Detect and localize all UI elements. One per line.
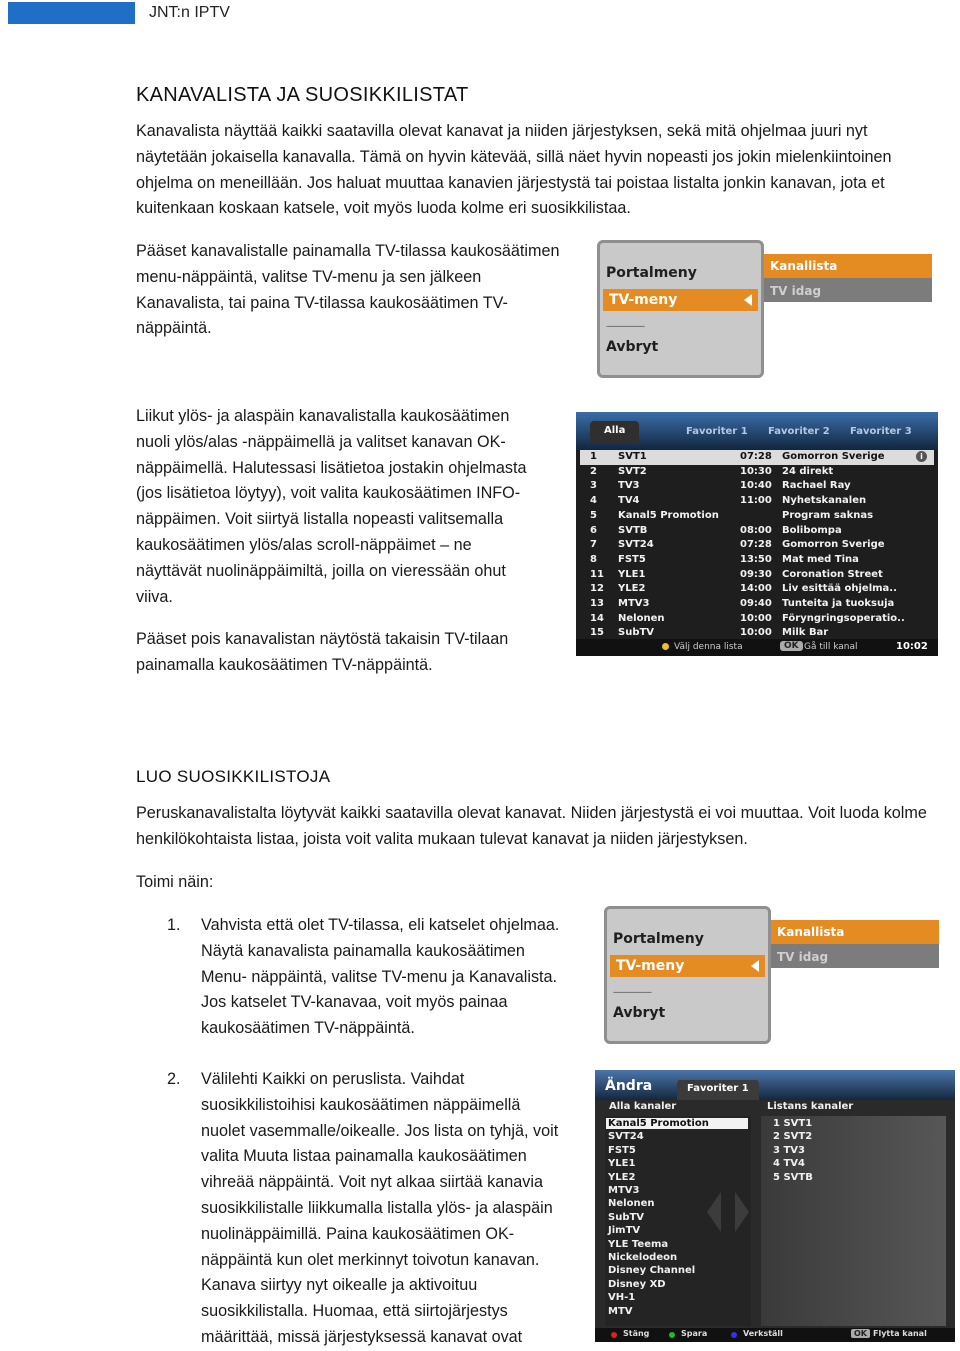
channel-ch: SVT2 [618,465,647,477]
channel-row[interactable] [580,450,934,465]
all-channel-item[interactable]: SubTV [608,1211,645,1223]
channel-ch: TV3 [618,480,640,492]
channel-prog: Nyhetskanalen [782,495,867,507]
footer-select-list: Välj denna lista [674,642,743,652]
blue-button-icon [731,1332,737,1338]
channel-n: 15 [590,627,604,639]
channel-t: 07:28 [740,539,772,551]
channel-ch: SubTV [618,627,655,639]
channel-n: 14 [590,612,604,624]
footer-spara: Spara [681,1329,708,1338]
text-line: kaukosäätimen TV-näppäintä. [201,1019,415,1038]
tv-submenu-2 [771,920,939,968]
channel-ch: SVT24 [618,539,654,551]
footer-verkstall: Verkställ [743,1329,783,1338]
text-line: näppäintä kun olet merkinnyt toivotun kanavan. [201,1250,540,1269]
text-line: menu-näppäintä, valitse TV-menu ja sen jälkeen [136,267,482,286]
channel-ch: SVTB [618,524,648,536]
text-line: painamalla kaukosäätimen TV-näppäintä. [136,655,433,674]
text-line: Vahvista että olet TV-tilassa, eli katselet ohjelmaa. [201,916,560,934]
channel-prog: Gomorron Sverige [782,539,885,551]
yellow-button-icon [662,643,669,650]
text-line: Pääset kanavalistalle painamalla TV-tilassa kaukosäätimen [136,242,560,260]
section2-intro [136,801,958,853]
text-line: (jos lisätietoa löytyy), voit valita kaukosäätimen INFO- [136,484,521,503]
channel-ch: FST5 [618,553,646,565]
step-number: 1. [167,916,181,934]
text-line: valita Muuta listaa painamalla kaukosäätimen [201,1147,527,1166]
channel-n: 5 [590,509,597,521]
list-channel-item[interactable]: 2 SVT2 [773,1131,813,1143]
list-channel-item[interactable]: 4 TV4 [773,1158,805,1170]
channel-t: 09:30 [740,568,772,580]
edit-title: Ändra [605,1078,653,1094]
channel-row[interactable] [580,509,934,524]
channel-prog: Program saknas [782,509,874,521]
toimi-nain-label: Toimi näin: [136,873,214,891]
tab-favoriter-3[interactable]: Favoriter 3 [850,426,912,437]
text-line: määrittää, missä järjestyksessä kanavat ovat [201,1327,523,1346]
channel-row[interactable] [580,538,934,553]
text-line: Näytä kanavalista painamalla kaukosäätimen [201,941,525,960]
submenu-item-tv-idag[interactable]: TV idag [777,950,829,964]
text-line: suosikkilistalla. Huomaa, että siirtojärjestys [201,1302,508,1321]
channel-t: 10:00 [740,627,772,639]
channel-ch: TV4 [618,495,640,507]
menu-separator: ------------------- [613,987,651,997]
tv-submenu [764,254,932,302]
channel-n: 12 [590,583,604,595]
channel-prog: Coronation Street [782,568,883,580]
channel-list-footer [576,639,938,656]
text-line: Kanavalista, tai paina TV-tilassa kaukosäätimen TV- [136,293,508,312]
all-channel-item[interactable]: YLE1 [608,1158,636,1170]
channel-t: 07:28 [740,451,772,462]
channel-n: 6 [590,524,597,536]
list-channel-item[interactable]: 1 SVT1 [773,1118,813,1129]
channel-row[interactable] [580,568,934,583]
menu-item-portalmeny[interactable]: Portalmeny [613,931,704,947]
list-channel-item[interactable]: 5 SVTB [773,1171,813,1183]
text-line: viiva. [136,587,173,606]
tab-favoriter-2[interactable]: Favoriter 2 [768,426,830,437]
all-channel-item[interactable]: MTV3 [608,1185,640,1196]
channel-prog: Liv esittää ohjelma.. [782,583,897,595]
channel-prog: Milk Bar [782,627,829,639]
channel-ch: SVT1 [618,451,647,462]
text-line: Liikut ylös- ja alaspäin kanavalistalla kaukosäätimen [136,407,510,425]
submenu-item-kanallista-selected[interactable] [771,920,939,944]
channel-ch: Nelonen [618,612,665,624]
text-line: Kanavalista näyttää kaikki saatavilla olevat kanavat ja niiden järjestyksen, sekä mitä ohjelmaa juuri nyt [136,122,868,140]
text-line: Peruskanavalistalta löytyvät kaikki saatavilla olevat kanavat. Niiden järjestystä ei voi muuttaa. Voit luoda kolme [136,804,927,822]
menu-item-tv-meny-selected[interactable] [610,955,765,977]
text-line: suosikkilistalle liikkumalla listalla ylös- ja alaspäin [201,1198,553,1217]
section1-intro [136,119,956,222]
tab-favoriter-1[interactable]: Favoriter 1 [677,1080,759,1100]
channel-ch: Kanal5 Promotion [618,509,719,521]
text-line: Jos katselet TV-kanavaa, voit myös painaa [201,993,508,1012]
move-right-icon [735,1192,749,1232]
channel-prog: Mat med Tina [782,553,859,565]
all-channel-item[interactable]: Nickelodeon [608,1252,678,1263]
step-2-text [201,1067,591,1351]
submenu-item-label: Kanallista [777,925,845,939]
channel-row[interactable] [580,494,934,509]
text-line: Menu- näppäintä, valitse TV-menu ja Kanavalista. [201,967,558,986]
edit-header [595,1070,955,1100]
section1-paragraph-menu [136,239,586,342]
all-channel-item[interactable]: VH-1 [608,1292,636,1304]
channel-n: 4 [590,495,597,507]
edit-favorites-screenshot [595,1070,955,1342]
text-line: Kanava siirtyy nyt oikealle ja aktivoituu [201,1276,478,1295]
footer-flytta-kanal: Flytta kanal [873,1329,927,1338]
tv-menu-screenshot [597,240,764,378]
channel-n: 11 [590,568,604,580]
all-channel-item[interactable]: MTV [608,1305,633,1317]
submenu-item-label: Kanallista [770,259,838,273]
channel-t: 11:00 [740,495,772,507]
tab-alla[interactable]: Alla [590,421,639,444]
channel-row[interactable] [580,612,934,627]
ok-key-icon: OK [780,641,803,651]
text-line: ohjelma on meneillään. Jos haluat muuttaa kanavien järjestystä tai poistaa listalta jonkin kanavan, jota et [136,173,885,192]
section1-paragraph-navigation [136,404,566,610]
channel-prog: Föryngringsoperatio.. [782,612,905,624]
text-line: Pääset pois kanavalistan näytöstä takaisin TV-tilaan [136,630,509,648]
submenu-item-kanallista-selected[interactable] [764,254,932,278]
document-header-title: JNT:n IPTV [149,4,230,21]
text-line: kuitenkaan koskaan katsele, voit myös luoda kolme eri suosikkilistaa. [136,199,631,218]
text-line: näppäimellä. Halutessasi lisätietoa jostakin ohjelmasta [136,458,527,477]
channel-prog: Tunteita ja tuoksuja [782,598,895,609]
channel-t: 10:00 [740,612,772,624]
channel-t: 13:50 [740,553,772,565]
section-title-luo-suosikkilistoja: LUO SUOSIKKILISTOJA [136,767,331,786]
all-channel-item[interactable]: FST5 [608,1144,636,1156]
all-channel-item[interactable]: Disney Channel [608,1265,696,1277]
header-accent-bar [8,2,135,24]
menu-item-label: TV-meny [609,292,678,308]
channel-t: 10:30 [740,465,772,477]
menu-item-label: TV-meny [616,958,685,974]
menu-item-avbryt[interactable]: Avbryt [613,1005,666,1021]
channel-n: 3 [590,480,597,492]
footer-goto-channel: Gå till kanal [804,642,858,652]
all-channel-item[interactable]: Kanal5 Promotion [606,1118,748,1129]
text-line: Välilehti Kaikki on peruslista. Vaihdat [201,1070,465,1088]
all-channel-item[interactable]: Nelonen [608,1198,655,1210]
clock: 10:02 [896,641,928,652]
list-channels-header: Listans kanaler [767,1101,854,1112]
channel-ch: YLE2 [618,583,646,595]
all-channel-item[interactable]: YLE2 [608,1171,636,1183]
channel-ch: MTV3 [618,598,650,609]
channel-row[interactable] [580,582,934,597]
submenu-item-tv-idag[interactable]: TV idag [770,284,822,298]
move-left-icon [707,1192,721,1232]
step-1-text [201,913,591,1042]
channel-prog: Bolibompa [782,524,842,536]
menu-item-portalmeny[interactable]: Portalmeny [606,265,697,281]
channel-row[interactable] [580,597,934,612]
edit-footer [595,1328,955,1342]
text-line: näppäintä. [136,319,212,338]
ok-key-icon: OK [851,1329,870,1338]
triangle-left-icon [751,960,759,972]
channel-row[interactable] [580,465,934,480]
channel-ch: YLE1 [618,568,646,580]
text-line: nuoli ylös/alas -näppäimellä ja valitset kanavan OK- [136,432,506,451]
section-title-kanavalista: KANAVALISTA JA SUOSIKKILISTAT [136,84,469,106]
info-icon: i [916,451,927,462]
text-line: vihreää näppäintä. Voit nyt alkaa siirtää kanavia [201,1173,543,1192]
channel-t: 08:00 [740,524,772,536]
menu-item-tv-meny-selected[interactable] [603,289,758,311]
channel-n: 1 [590,451,597,462]
section1-paragraph-exit [136,627,566,679]
tab-favoriter-1[interactable]: Favoriter 1 [686,426,748,437]
text-line: näyttävät nuolinäppäimiltä, joilla on vieressään ohut [136,561,506,580]
text-line: nuolinäppäimillä. Paina kaukosäätimen OK- [201,1224,515,1243]
channel-t: 14:00 [740,583,772,595]
text-line: henkilökohtaista listaa, joista voit valita mukaan tulevat kanavat ja niiden järjestyksen. [136,829,748,848]
channel-list-tabs [576,412,938,450]
channel-row[interactable] [580,553,934,568]
list-channel-item[interactable]: 3 TV3 [773,1144,805,1156]
channel-list-screenshot [576,412,938,656]
channel-row[interactable] [580,479,934,494]
all-channel-item[interactable]: Disney XD [608,1278,666,1290]
tv-menu-screenshot-2 [604,906,771,1044]
green-button-icon [669,1332,675,1338]
footer-stang: Stäng [623,1329,650,1338]
channel-n: 13 [590,598,604,609]
all-channels-header: Alla kanaler [609,1101,677,1112]
channel-prog: Gomorron Sverige [782,451,885,462]
channel-n: 8 [590,553,597,565]
menu-separator: ------------------- [606,321,644,331]
channel-n: 2 [590,465,597,477]
channel-prog: 24 direkt [782,465,834,477]
all-channel-item[interactable]: YLE Teema [608,1238,669,1250]
all-channel-item[interactable]: JimTV [608,1225,641,1237]
triangle-left-icon [744,294,752,306]
channel-t: 09:40 [740,598,772,609]
all-channel-item[interactable]: SVT24 [608,1131,644,1143]
channel-prog: Rachael Ray [782,480,851,492]
channel-t: 10:40 [740,480,772,492]
text-line: näppäimen. Voit siirtyä listalla nopeasti valitsemalla [136,510,504,529]
text-line: näytetään jokaisella kanavalla. Tämä on hyvin kätevää, sillä näet hyvin nopeasti jos jokin mielenkiintoinen [136,147,892,166]
step-number: 2. [167,1070,181,1088]
menu-item-avbryt[interactable]: Avbryt [606,339,659,355]
channel-n: 7 [590,539,597,551]
channel-row[interactable] [580,524,934,539]
text-line: nuolet vasemmalle/oikealle. Jos lista on tyhjä, voit [201,1121,559,1140]
text-line: suosikkilistoihisi kaukosäätimen näppäimellä [201,1095,521,1114]
red-button-icon [611,1332,617,1338]
text-line: kaukosäätimen ylös/alas scroll-näppäimet – ne [136,535,472,554]
